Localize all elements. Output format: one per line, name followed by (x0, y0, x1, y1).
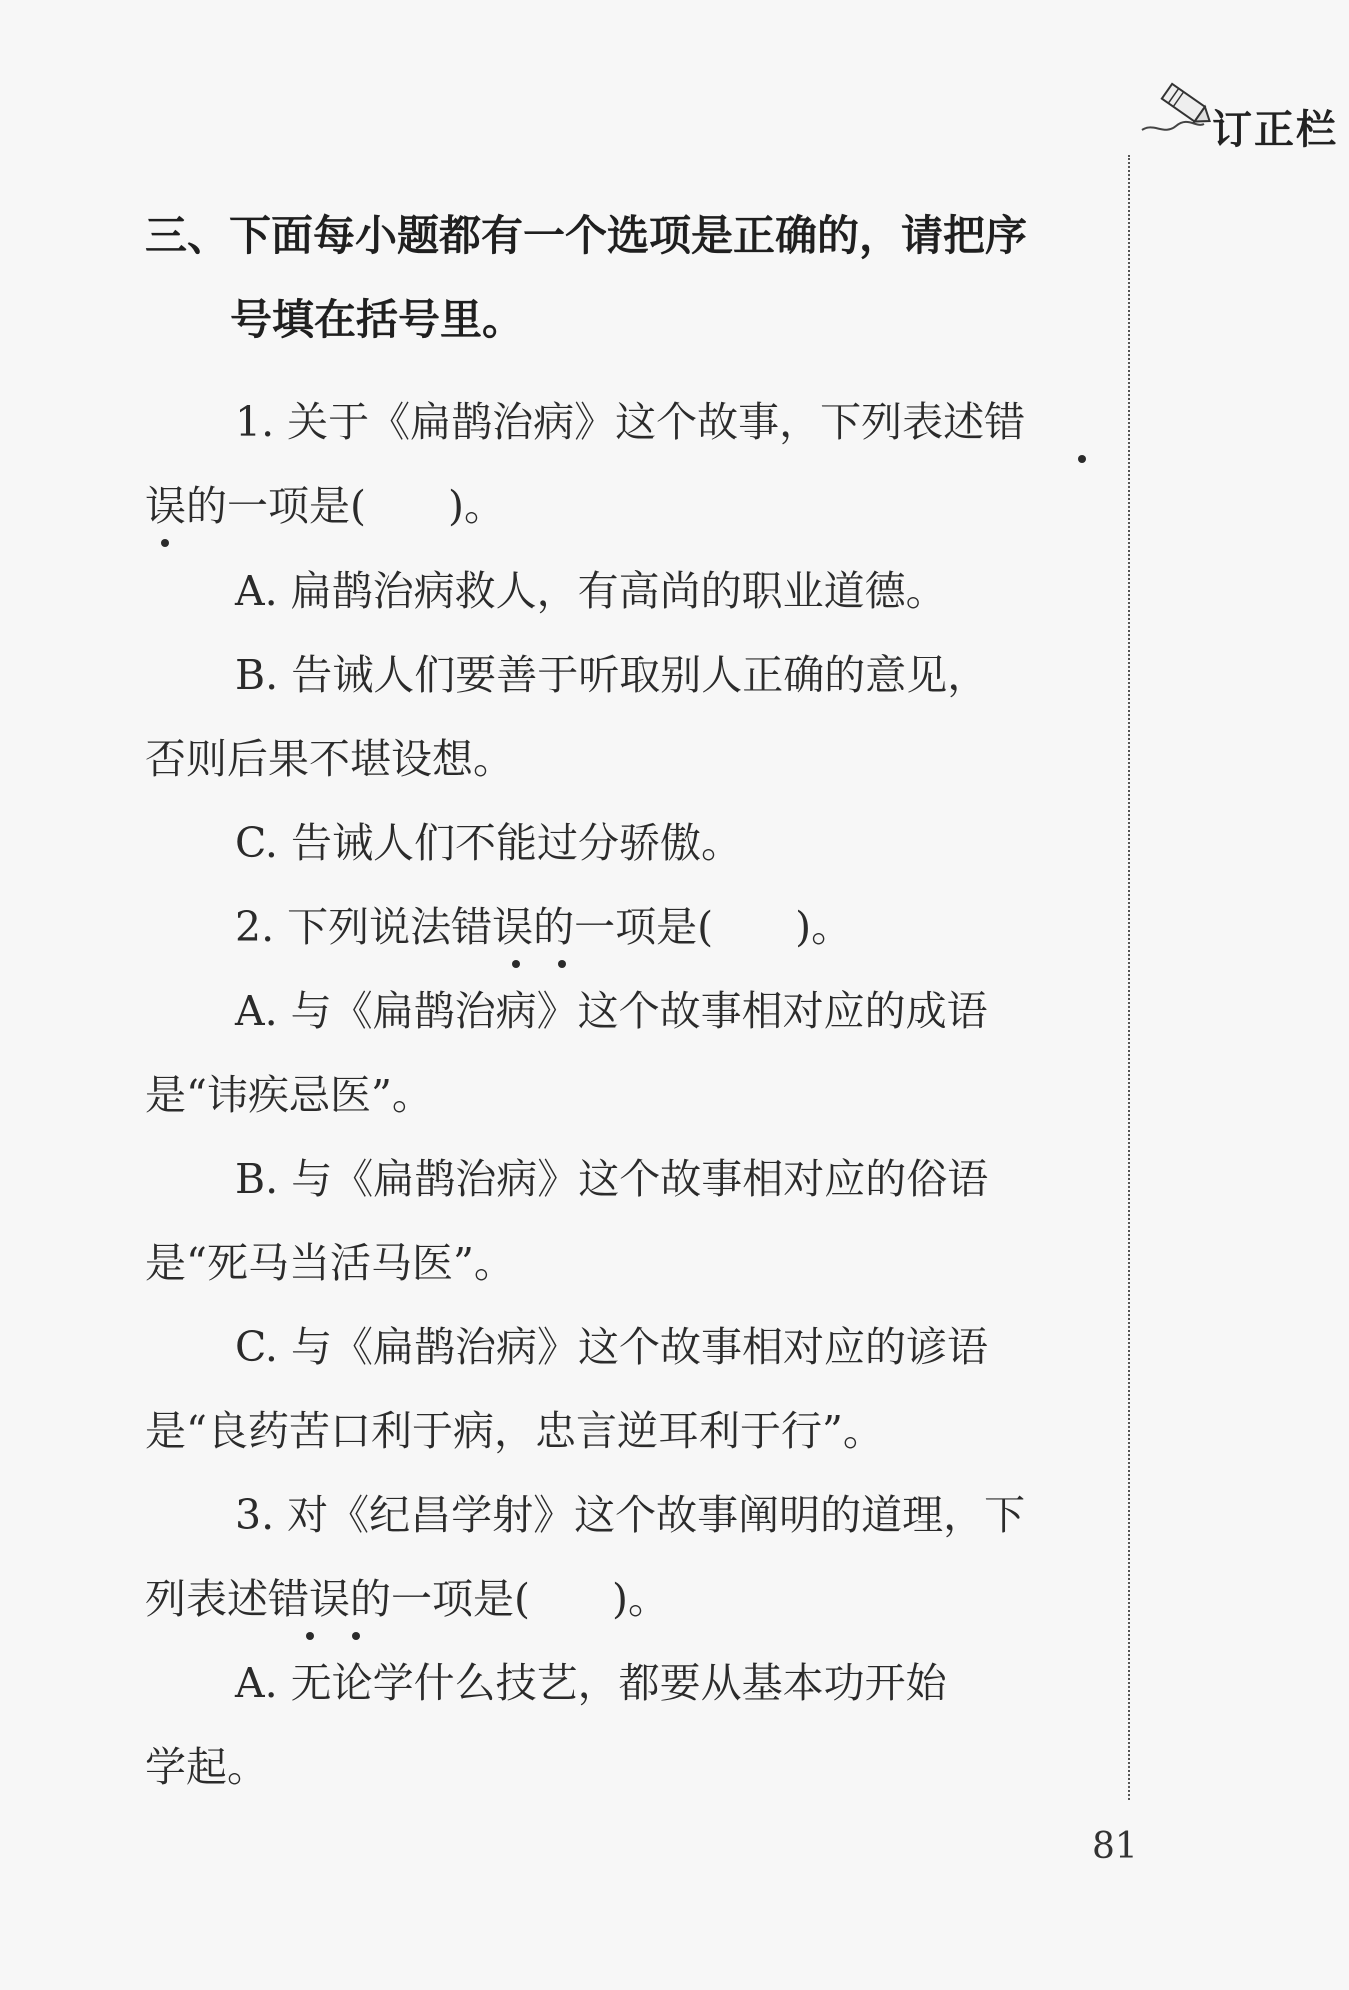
question-1-stem: 1. 关于《扁鹊治病》这个故事，下列表述错 (235, 398, 1026, 446)
question-2-option-a-continued: 是“讳疾忌医”。 (145, 1071, 433, 1119)
question-2-option-a: A. 与《扁鹊治病》这个故事相对应的成语 (235, 987, 988, 1035)
question-2-option-b: B. 与《扁鹊治病》这个故事相对应的俗语 (235, 1155, 989, 1203)
question-3-stem-continued: 列表述错误的一项是( )。 (145, 1575, 669, 1623)
emphasis-dot (512, 960, 520, 968)
question-1-option-b: B. 告诫人们要善于听取别人正确的意见， (235, 651, 989, 699)
page-number: 81 (1092, 1826, 1138, 1867)
correction-column-header (1120, 78, 1349, 153)
correction-column-title: 订正栏 (1212, 107, 1338, 153)
question-1-option-b-continued: 否则后果不堪设想。 (145, 735, 514, 783)
pencil-icon (1140, 78, 1220, 138)
emphasis-dot (161, 539, 169, 547)
question-1-option-a: A. 扁鹊治病救人，有高尚的职业道德。 (235, 567, 947, 615)
question-2-option-b-continued: 是“死马当活马医”。 (145, 1239, 515, 1287)
question-2-option-c: C. 与《扁鹊治病》这个故事相对应的谚语 (235, 1323, 988, 1371)
question-1-stem-continued: 误的一项是( )。 (145, 482, 505, 530)
section-heading-continued: 号填在括号里。 (230, 295, 525, 344)
emphasis-dot (306, 1632, 314, 1640)
emphasis-dot (1078, 455, 1086, 463)
question-2-stem: 2. 下列说法错误的一项是( )。 (235, 903, 853, 951)
question-3-stem: 3. 对《纪昌学射》这个故事阐明的道理，下 (235, 1491, 1026, 1539)
question-2-option-c-continued: 是“良药苦口利于病，忠言逆耳利于行”。 (145, 1407, 884, 1455)
emphasis-dot (558, 960, 566, 968)
emphasis-dot (352, 1632, 360, 1640)
question-3-option-a: A. 无论学什么技艺，都要从基本功开始 (235, 1659, 947, 1707)
question-1-option-c: C. 告诫人们不能过分骄傲。 (235, 819, 742, 867)
question-3-option-a-continued: 学起。 (145, 1743, 268, 1791)
section-heading: 三、下面每小题都有一个选项是正确的，请把序 (145, 211, 1028, 260)
